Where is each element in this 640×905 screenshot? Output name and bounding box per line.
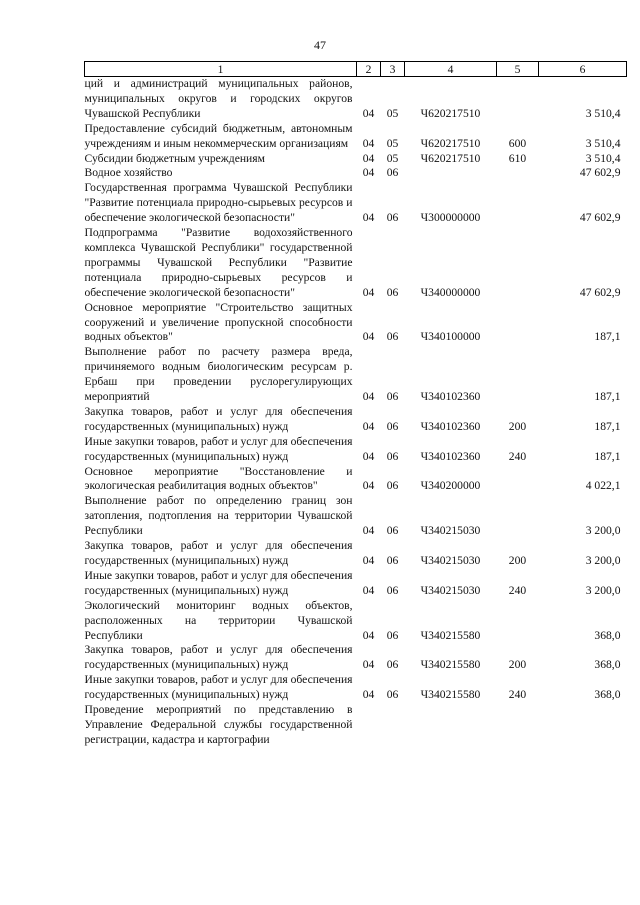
item-name-cell: Иные закупки товаров, работ и услуг для обеспечения государственных (муниципальных) нужд bbox=[84, 673, 353, 702]
amount-cell bbox=[539, 703, 627, 748]
item-name-cell: Экологический мониторинг водных объектов, расположенных на территории Чувашской Республики bbox=[84, 598, 353, 642]
expense-type-cell: 600 bbox=[508, 136, 527, 150]
target-article-cell: Ч340215580 bbox=[420, 628, 481, 642]
table-row bbox=[85, 122, 627, 152]
table-row bbox=[85, 703, 627, 748]
subsection-code-cell: 06 bbox=[386, 285, 399, 299]
subsection-code-cell: 06 bbox=[386, 419, 399, 433]
item-name-cell: Предоставление субсидий бюджетным, автономным учреждениям и иным некоммерческим организациям bbox=[84, 121, 353, 150]
amount-cell: 47 602,9 bbox=[579, 166, 621, 180]
item-name-cell: Проведение мероприятий по представлению в Управление Федеральной службы государственной регистрации, кадастра и картографии bbox=[84, 703, 353, 746]
table-row bbox=[85, 345, 627, 405]
amount-cell: 3 200,0 bbox=[585, 524, 621, 538]
subsection-code-cell: 06 bbox=[386, 330, 399, 344]
item-name-cell: Закупка товаров, работ и услуг для обеспечения государственных (муниципальных) нужд bbox=[84, 539, 353, 567]
item-name-cell: Водное хозяйство bbox=[84, 166, 173, 180]
table-row bbox=[85, 569, 627, 599]
item-name-cell: Субсидии бюджетным учреждениям bbox=[84, 151, 265, 165]
amount-cell: 368,0 bbox=[594, 658, 621, 672]
table-row bbox=[85, 465, 627, 495]
amount-cell: 3 200,0 bbox=[585, 583, 621, 597]
table-body bbox=[85, 77, 627, 748]
item-name-cell: Иные закупки товаров, работ и услуг для обеспечения государственных (муниципальных) нужд bbox=[84, 568, 353, 597]
target-article-cell: Ч340200000 bbox=[420, 479, 481, 493]
item-name-cell: Иные закупки товаров, работ и услуг для обеспечения государственных (муниципальных) нужд bbox=[84, 434, 353, 463]
amount-cell: 368,0 bbox=[594, 688, 621, 702]
budget-table bbox=[84, 61, 627, 748]
item-name-cell: Закупка товаров, работ и услуг для обеспечения государственных (муниципальных) нужд bbox=[84, 404, 353, 433]
table-row bbox=[85, 226, 627, 301]
table-row bbox=[85, 643, 627, 673]
table-row bbox=[85, 599, 627, 644]
table-row bbox=[85, 181, 627, 226]
amount-cell: 3 510,4 bbox=[585, 151, 621, 165]
table-header bbox=[85, 62, 627, 77]
target-article-cell: Ч340102360 bbox=[420, 449, 481, 463]
table-row bbox=[85, 539, 627, 569]
amount-cell: 187,1 bbox=[594, 419, 621, 433]
column-header: 3 bbox=[381, 62, 405, 77]
section-code-cell: 04 bbox=[362, 658, 375, 672]
section-code-cell: 04 bbox=[362, 554, 375, 567]
subsection-code-cell: 05 bbox=[386, 151, 399, 165]
amount-cell: 3 510,4 bbox=[585, 136, 621, 150]
target-article-cell bbox=[405, 703, 497, 748]
expense-type-cell: 200 bbox=[508, 419, 527, 433]
subsection-code-cell: 06 bbox=[386, 628, 399, 642]
table-row bbox=[85, 152, 627, 167]
section-code-cell: 04 bbox=[362, 524, 375, 538]
item-name-cell: Основное мероприятие "Восстановление и экологическая реабилитация водных объектов" bbox=[84, 464, 353, 493]
target-article-cell: Ч340215030 bbox=[420, 554, 481, 567]
column-header: 2 bbox=[357, 62, 381, 77]
table-row bbox=[85, 435, 627, 465]
amount-cell: 187,1 bbox=[594, 330, 621, 344]
subsection-code-cell: 05 bbox=[386, 106, 399, 120]
section-code-cell: 04 bbox=[362, 628, 375, 642]
expense-type-cell bbox=[497, 465, 539, 495]
table-row bbox=[85, 673, 627, 703]
target-article-cell: Ч620217510 bbox=[420, 151, 481, 165]
subsection-code-cell: 06 bbox=[386, 449, 399, 463]
amount-cell: 3 200,0 bbox=[585, 554, 621, 567]
item-name-cell: Закупка товаров, работ и услуг для обеспечения государственных (муниципальных) нужд bbox=[84, 643, 353, 672]
subsection-code-cell: 05 bbox=[386, 136, 399, 150]
target-article-cell: Ч340100000 bbox=[420, 330, 481, 344]
column-header: 6 bbox=[539, 62, 627, 77]
amount-cell: 368,0 bbox=[594, 628, 621, 642]
item-name-cell: Основное мероприятие "Строительство защитных сооружений и увеличение пропускной способности водных объектов" bbox=[84, 300, 353, 344]
target-article-cell bbox=[405, 166, 497, 181]
section-code-cell: 04 bbox=[362, 211, 375, 225]
section-code-cell: 04 bbox=[362, 106, 375, 120]
item-name-cell: Выполнение работ по расчету размера вреда, причиняемого водным биологическим ресурсам р. Ербаш при проведении руслорегулирующих мероприятий bbox=[84, 345, 353, 404]
subsection-code-cell: 06 bbox=[386, 479, 399, 493]
expense-type-cell bbox=[497, 703, 539, 748]
subsection-code-cell: 06 bbox=[386, 211, 399, 225]
item-name-cell: Подпрограмма "Развитие водохозяйственного комплекса Чувашской Республики" государственной программы Чувашской Республики "Развитие потенциала природно-сырьевых ресурсов и обеспечение экологической безопасности" bbox=[84, 226, 353, 299]
expense-type-cell: 240 bbox=[508, 583, 527, 597]
expense-type-cell bbox=[497, 226, 539, 301]
expense-type-cell: 610 bbox=[508, 151, 527, 165]
column-header: 1 bbox=[85, 62, 357, 77]
target-article-cell: Ч620217510 bbox=[420, 136, 481, 150]
target-article-cell: Ч340215580 bbox=[420, 658, 481, 672]
subsection-code-cell: 06 bbox=[386, 390, 399, 404]
subsection-code-cell bbox=[381, 703, 405, 748]
section-code-cell: 04 bbox=[362, 688, 375, 702]
target-article-cell: Ч340215030 bbox=[420, 583, 481, 597]
subsection-code-cell: 06 bbox=[386, 688, 399, 702]
section-code-cell: 04 bbox=[362, 449, 375, 463]
target-article-cell: Ч340102360 bbox=[420, 419, 481, 433]
expense-type-cell bbox=[497, 77, 539, 122]
target-article-cell: Ч620217510 bbox=[420, 106, 481, 120]
column-header: 4 bbox=[405, 62, 497, 77]
subsection-code-cell: 06 bbox=[386, 658, 399, 672]
section-code-cell: 04 bbox=[362, 285, 375, 299]
expense-type-cell bbox=[497, 166, 539, 181]
table-row bbox=[85, 494, 627, 539]
section-code-cell bbox=[357, 703, 381, 748]
table-row bbox=[85, 166, 627, 181]
table-row bbox=[85, 301, 627, 346]
item-name-cell: Государственная программа Чувашской Республики "Развитие потенциала природно-сырьевых ресурсов и обеспечение экологической безопасности" bbox=[84, 181, 353, 225]
target-article-cell: Ч340215580 bbox=[420, 688, 481, 702]
page-number: 47 bbox=[314, 38, 326, 52]
subsection-code-cell: 06 bbox=[386, 166, 399, 180]
target-article-cell: Ч340000000 bbox=[420, 285, 481, 299]
section-code-cell: 04 bbox=[362, 151, 375, 165]
section-code-cell: 04 bbox=[362, 330, 375, 344]
expense-type-cell: 240 bbox=[508, 688, 527, 702]
target-article-cell: Ч340215030 bbox=[420, 524, 481, 538]
expense-type-cell bbox=[497, 494, 539, 539]
column-header: 5 bbox=[497, 62, 539, 77]
amount-cell: 47 602,9 bbox=[579, 285, 621, 299]
section-code-cell: 04 bbox=[362, 583, 375, 597]
amount-cell: 3 510,4 bbox=[585, 106, 621, 120]
expense-type-cell bbox=[497, 345, 539, 405]
subsection-code-cell: 06 bbox=[386, 524, 399, 538]
subsection-code-cell: 06 bbox=[386, 554, 399, 567]
expense-type-cell: 240 bbox=[508, 449, 527, 463]
item-name-cell: ций и администраций муниципальных районов, муниципальных округов и городских округов Чувашской Республики bbox=[84, 77, 353, 120]
amount-cell: 187,1 bbox=[594, 449, 621, 463]
expense-type-cell bbox=[497, 301, 539, 346]
table-row bbox=[85, 77, 627, 122]
expense-type-cell bbox=[497, 599, 539, 644]
target-article-cell: Ч340102360 bbox=[420, 390, 481, 404]
section-code-cell: 04 bbox=[362, 479, 375, 493]
amount-cell: 47 602,9 bbox=[579, 211, 621, 225]
subsection-code-cell: 06 bbox=[386, 583, 399, 597]
item-name-cell: Выполнение работ по определению границ зон затопления, подтопления на территории Чувашской Республики bbox=[84, 494, 353, 538]
table-row bbox=[85, 405, 627, 435]
expense-type-cell bbox=[497, 181, 539, 226]
expense-type-cell: 200 bbox=[508, 658, 527, 672]
target-article-cell: Ч300000000 bbox=[420, 211, 481, 225]
section-code-cell: 04 bbox=[362, 136, 375, 150]
section-code-cell: 04 bbox=[362, 166, 375, 180]
expense-type-cell: 200 bbox=[508, 554, 527, 567]
section-code-cell: 04 bbox=[362, 419, 375, 433]
amount-cell: 4 022,1 bbox=[585, 479, 621, 493]
section-code-cell: 04 bbox=[362, 390, 375, 404]
amount-cell: 187,1 bbox=[594, 390, 621, 404]
